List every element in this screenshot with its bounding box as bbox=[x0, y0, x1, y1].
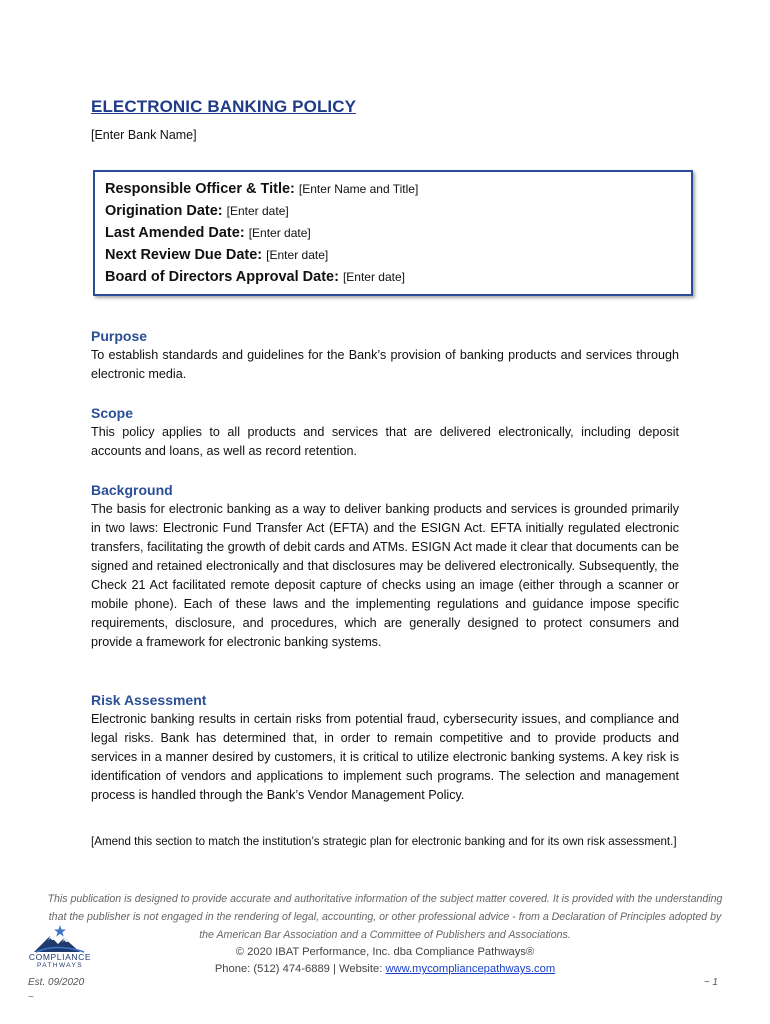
section-purpose bbox=[91, 328, 679, 384]
section-body: This policy applies to all products and services that are delivered electronically, including deposit accounts and loans, as well as record retention. bbox=[91, 425, 679, 458]
info-label: Next Review Due Date: bbox=[105, 247, 263, 263]
info-label: Last Amended Date: bbox=[105, 225, 245, 241]
info-value: [Enter date] bbox=[248, 226, 311, 240]
footer-contact bbox=[140, 961, 630, 978]
section-heading: Purpose bbox=[91, 328, 148, 344]
footer-phone: Phone: (512) 474-6889 | Website: bbox=[214, 963, 383, 975]
section-heading: Scope bbox=[91, 405, 134, 421]
info-value: [Enter date] bbox=[266, 248, 329, 262]
website-link[interactable]: www.mycompliancepathways.com bbox=[385, 963, 556, 975]
section-risk-assessment bbox=[91, 692, 679, 805]
info-row-board-approval-date bbox=[105, 266, 681, 288]
section-heading: Risk Assessment bbox=[91, 692, 207, 708]
section-body: The basis for electronic banking as a way to deliver banking products and services is grounded primarily in two laws: Electronic Fund Transfer Act (EFTA) and the ESIGN Act. EFTA initially regulated electronic transfers, facilitating the growth of debit cards and ATMs. ESIGN Act made it clear that documents can be signed and retained electronically and that disclosures may be delivered electronically. Subsequently, the Check 21 Act facilitated remote deposit capture of checks using an image (either through a scanner or mobile phone). Each of these laws and the implementing regulations and guidance impose specific requirements, disclosure, and procedures, which are generally designed to protect consumers and provide a framework for electronic banking systems. bbox=[91, 502, 679, 649]
mountain-star-icon bbox=[20, 924, 100, 954]
bank-name-placeholder: [Enter Bank Name] bbox=[91, 128, 197, 142]
info-row-last-amended-date bbox=[105, 222, 681, 244]
section-heading: Background bbox=[91, 482, 173, 498]
info-row-origination-date bbox=[105, 200, 681, 222]
document-title: ELECTRONIC BANKING POLICY bbox=[91, 97, 357, 116]
info-value: [Enter date] bbox=[226, 204, 289, 218]
section-scope bbox=[91, 405, 679, 461]
logo-text: COMPLIANCE bbox=[28, 952, 92, 962]
info-value: [Enter date] bbox=[342, 270, 405, 284]
establishment-date: Est. 09/2020 bbox=[28, 977, 85, 988]
info-label: Origination Date: bbox=[105, 203, 223, 219]
section-body: To establish standards and guidelines for the Bank’s provision of banking products and services through electronic media. bbox=[91, 348, 679, 381]
section-background bbox=[91, 482, 679, 652]
policy-info-box bbox=[93, 170, 693, 296]
establishment-mark: ~ bbox=[28, 992, 34, 1003]
info-label: Board of Directors Approval Date: bbox=[105, 269, 339, 285]
footer-copyright: © 2020 IBAT Performance, Inc. dba Compliance Pathways® bbox=[235, 946, 535, 958]
amend-note: [Amend this section to match the institution’s strategic plan for electronic banking and for its own risk assessment.] bbox=[91, 835, 677, 848]
section-body: Electronic banking results in certain risks from potential fraud, cybersecurity issues, and compliance and legal risks. Bank has determined that, in order to remain competitive and to provide products and services in a manner desired by customers, it is critical to utilize electronic banking systems. A key risk is identification of vendors and applications to implement such programs. The selection and management process is handled through the Bank’s Vendor Management Policy. bbox=[91, 712, 679, 802]
page-number: ~ 1 bbox=[703, 977, 718, 988]
info-value: [Enter Name and Title] bbox=[298, 182, 419, 196]
info-row-responsible-officer bbox=[105, 178, 681, 200]
info-row-next-review-date bbox=[105, 244, 681, 266]
info-label: Responsible Officer & Title: bbox=[105, 181, 295, 197]
logo-subtext: PATHWAYS bbox=[37, 962, 83, 969]
footer-disclaimer: This publication is designed to provide accurate and authoritative information of the subject matter covered. It is provided with the understanding that the publisher is not engaged in the rendering of legal, accounting, or other professional advice - from a Declaration of Principles adopted by the American Bar Association and a Committee of Publishers and Associations. bbox=[47, 893, 723, 941]
compliance-pathways-logo bbox=[20, 924, 100, 972]
